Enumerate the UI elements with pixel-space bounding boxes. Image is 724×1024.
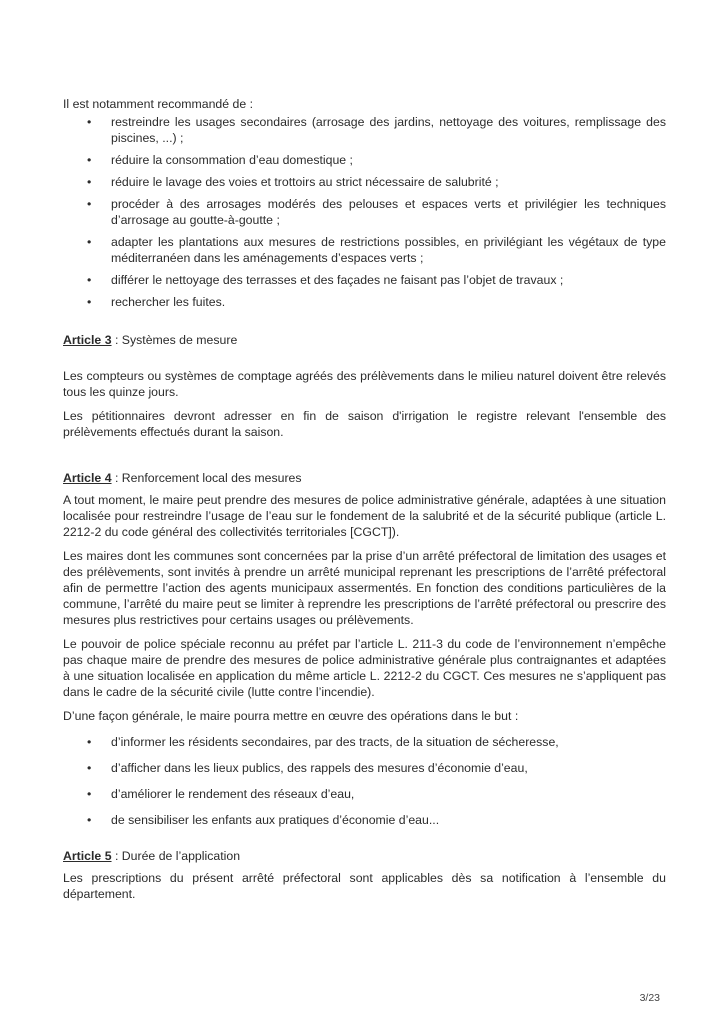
bullet-icon: • <box>87 197 92 211</box>
list-item: • réduire le lavage des voies et trottoirs au strict nécessaire de salubrité ; <box>87 175 499 189</box>
bullet-icon: • <box>87 115 92 129</box>
list-item: • adapter les plantations aux mesures de restrictions possibles, en privilégiant les végétaux de type méditerranéen dans les aménagements d’espaces verts ; <box>87 235 666 265</box>
list-item: • d’afficher dans les lieux publics, des rappels des mesures d’économie d’eau, <box>87 761 528 775</box>
list-item: • réduire la consommation d’eau domestique ; <box>87 153 353 167</box>
actions-list <box>63 734 666 828</box>
list-item: • d’informer les résidents secondaires, par des tracts, de la situation de sécheresse, <box>87 735 559 749</box>
article-5-heading <box>63 848 666 864</box>
bullet-icon: • <box>87 813 92 827</box>
article-5-paragraph: Les prescriptions du présent arrêté préfectoral sont applicables dès sa notification à l’ensemble du département. <box>63 871 666 901</box>
bullet-icon: • <box>87 273 92 287</box>
bullet-icon: • <box>87 787 92 801</box>
article-3-paragraph: Les pétitionnaires devront adresser en fin de saison d'irrigation le registre relevant l'ensemble des prélèvements effectués durant la saison. <box>63 409 666 439</box>
bullet-icon: • <box>87 761 92 775</box>
article-3-title: : Systèmes de mesure <box>111 333 238 347</box>
bullet-icon: • <box>87 735 92 749</box>
article-4-paragraph: Les maires dont les communes sont concernées par la prise d’un arrêté préfectoral de limitation des usages et des prélèvements, sont invités à prendre un arrêté municipal reprenant les prescriptions de l’arrêté préfectoral afin de permettre l’action des agents municipaux assermentés. En fonction des conditions particulières de la commune, l’arrêté du maire peut se limiter à reprendre les prescriptions de l’arrêté préfectoral ou prescrire des mesures plus restrictives pour certains usages ou prélèvements. <box>63 549 666 627</box>
bullet-icon: • <box>87 235 92 249</box>
list-item: • différer le nettoyage des terrasses et des façades ne faisant pas l’objet de travaux ; <box>87 273 564 287</box>
article-5-title: : Durée de l’application <box>111 849 241 863</box>
intro-text: Il est notamment recommandé de : <box>63 97 254 111</box>
article-4-heading <box>63 470 666 486</box>
article-4-title: : Renforcement local des mesures <box>111 471 302 485</box>
list-item: • rechercher les fuites. <box>87 295 226 309</box>
article-4-paragraph: Le pouvoir de police spéciale reconnu au préfet par l’article L. 211-3 du code de l’environnement n’empêche pas chaque maire de prendre des mesures de police administrative générale plus contraignantes et adaptées à une situation localisée en application du même article L. 2212-2 du CGCT. Ces mesures ne s’appliquent pas dans le cadre de la sécurité civile (lutte contre l’incendie). <box>63 637 666 699</box>
article-4-paragraph: A tout moment, le maire peut prendre des mesures de police administrative générale, adaptées à une situation localisée pour restreindre l’usage de l’eau sur le fondement de la salubrité et de la sécurité publique (article L. 2212-2 du code général des collectivités territoriales [CGCT]). <box>63 493 666 539</box>
list-item: • de sensibiliser les enfants aux pratiques d’économie d’eau... <box>87 813 440 827</box>
list-item: • restreindre les usages secondaires (arrosage des jardins, nettoyage des voitures, remplissage des piscines, ...) ; <box>87 115 666 145</box>
list-item: • d’améliorer le rendement des réseaux d’eau, <box>87 787 355 801</box>
bullet-icon: • <box>87 175 92 189</box>
article-3-heading <box>63 332 666 348</box>
bullet-icon: • <box>87 295 92 309</box>
document-page <box>63 96 666 902</box>
article-3-paragraph: Les compteurs ou systèmes de comptage agréés des prélèvements dans le milieu naturel doivent être relevés tous les quinze jours. <box>63 369 666 399</box>
article-4-label: Article 4 <box>63 471 112 485</box>
page-number: 3/23 <box>639 992 660 1004</box>
list-item: • procéder à des arrosages modérés des pelouses et espaces verts et privilégier les techniques d’arrosage au goutte-à-goutte ; <box>87 197 666 227</box>
article-5-label: Article 5 <box>63 849 112 863</box>
bullet-icon: • <box>87 153 92 167</box>
article-3-label: Article 3 <box>63 333 112 347</box>
article-4-paragraph: D’une façon générale, le maire pourra mettre en œuvre des opérations dans le but : <box>63 709 519 723</box>
recommendations-list <box>63 114 666 310</box>
